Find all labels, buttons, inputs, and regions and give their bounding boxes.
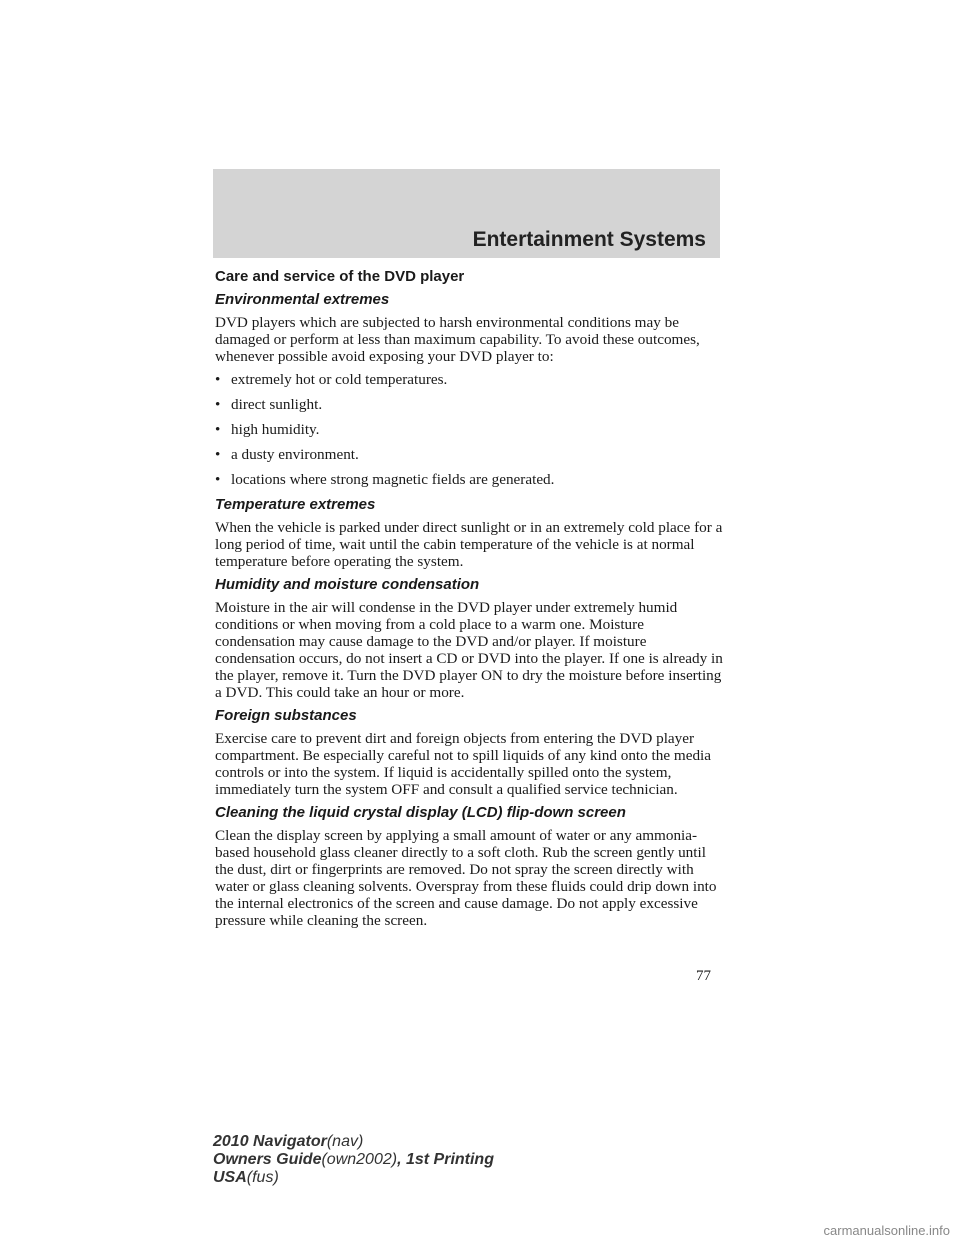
bullet-icon: • xyxy=(215,446,221,463)
page-number: 77 xyxy=(696,968,711,984)
heading-temperature: Temperature extremes xyxy=(215,496,376,513)
paragraph-environmental: DVD players which are subjected to harsh environmental conditions may be damaged or perform at less than maximum capability. To avoid these outcomes, whenever possible avoid exposing your DVD player to: xyxy=(215,314,700,365)
section-header-title: Entertainment Systems xyxy=(472,228,706,251)
bullet-icon: • xyxy=(215,421,221,438)
footer-line-3: USA(fus) xyxy=(213,1169,279,1186)
bullet-icon: • xyxy=(215,471,221,488)
page-content xyxy=(215,268,725,935)
watermark: carmanualsonline.info xyxy=(823,1223,950,1238)
section-header-band xyxy=(213,169,720,258)
footer-line-2: Owners Guide(own2002), 1st Printing xyxy=(213,1151,494,1168)
list-item: • high humidity. xyxy=(215,421,320,438)
bullet-icon: • xyxy=(215,396,221,413)
section-title: Care and service of the DVD player xyxy=(215,268,465,285)
paragraph-humidity: Moisture in the air will condense in the DVD player under extremely humid conditions or when moving from a cold place to a warm one. Moisture condensation may cause damage to the DVD and/or player. If moisture condensation occurs, do not insert a CD or DVD into the player. If one is already in the player, remove it. Turn the DVD player ON to dry the moisture before inserting a DVD. This could take an hour or more. xyxy=(215,599,723,701)
paragraph-cleaning: Clean the display screen by applying a small amount of water or any ammonia-based household glass cleaner directly to a soft cloth. Rub the screen gently until the dust, dirt or fingerprints are removed. Do not spray the screen directly with water or glass cleaning solvents. Overspray from these fluids could drip down into the internal electronics of the screen and cause damage. Do not apply excessive pressure while cleaning the screen. xyxy=(215,827,717,929)
bullet-icon: • xyxy=(215,371,221,388)
heading-cleaning: Cleaning the liquid crystal display (LCD) flip-down screen xyxy=(215,804,626,821)
paragraph-foreign: Exercise care to prevent dirt and foreign objects from entering the DVD player compartment. Be especially careful not to spill liquids of any kind onto the media controls or into the system. If liquid is accidentally spilled onto the system, immediately turn the system OFF and consult a qualified service technician. xyxy=(215,730,712,798)
list-item: • a dusty environment. xyxy=(215,446,359,463)
list-item: • extremely hot or cold temperatures. xyxy=(215,371,448,388)
bullet-list xyxy=(215,371,725,488)
list-item: • direct sunlight. xyxy=(215,396,323,413)
heading-humidity: Humidity and moisture condensation xyxy=(215,576,480,593)
heading-environmental: Environmental extremes xyxy=(215,291,390,308)
paragraph-temperature: When the vehicle is parked under direct sunlight or in an extremely cold place for a long period of time, wait until the cabin temperature of the vehicle is at normal temperature before operating the system. xyxy=(215,519,723,570)
footer-line-1: 2010 Navigator(nav) xyxy=(213,1133,364,1150)
list-item: • locations where strong magnetic fields are generated. xyxy=(215,471,555,488)
heading-foreign: Foreign substances xyxy=(215,707,357,724)
footer-print-info xyxy=(213,1133,494,1187)
